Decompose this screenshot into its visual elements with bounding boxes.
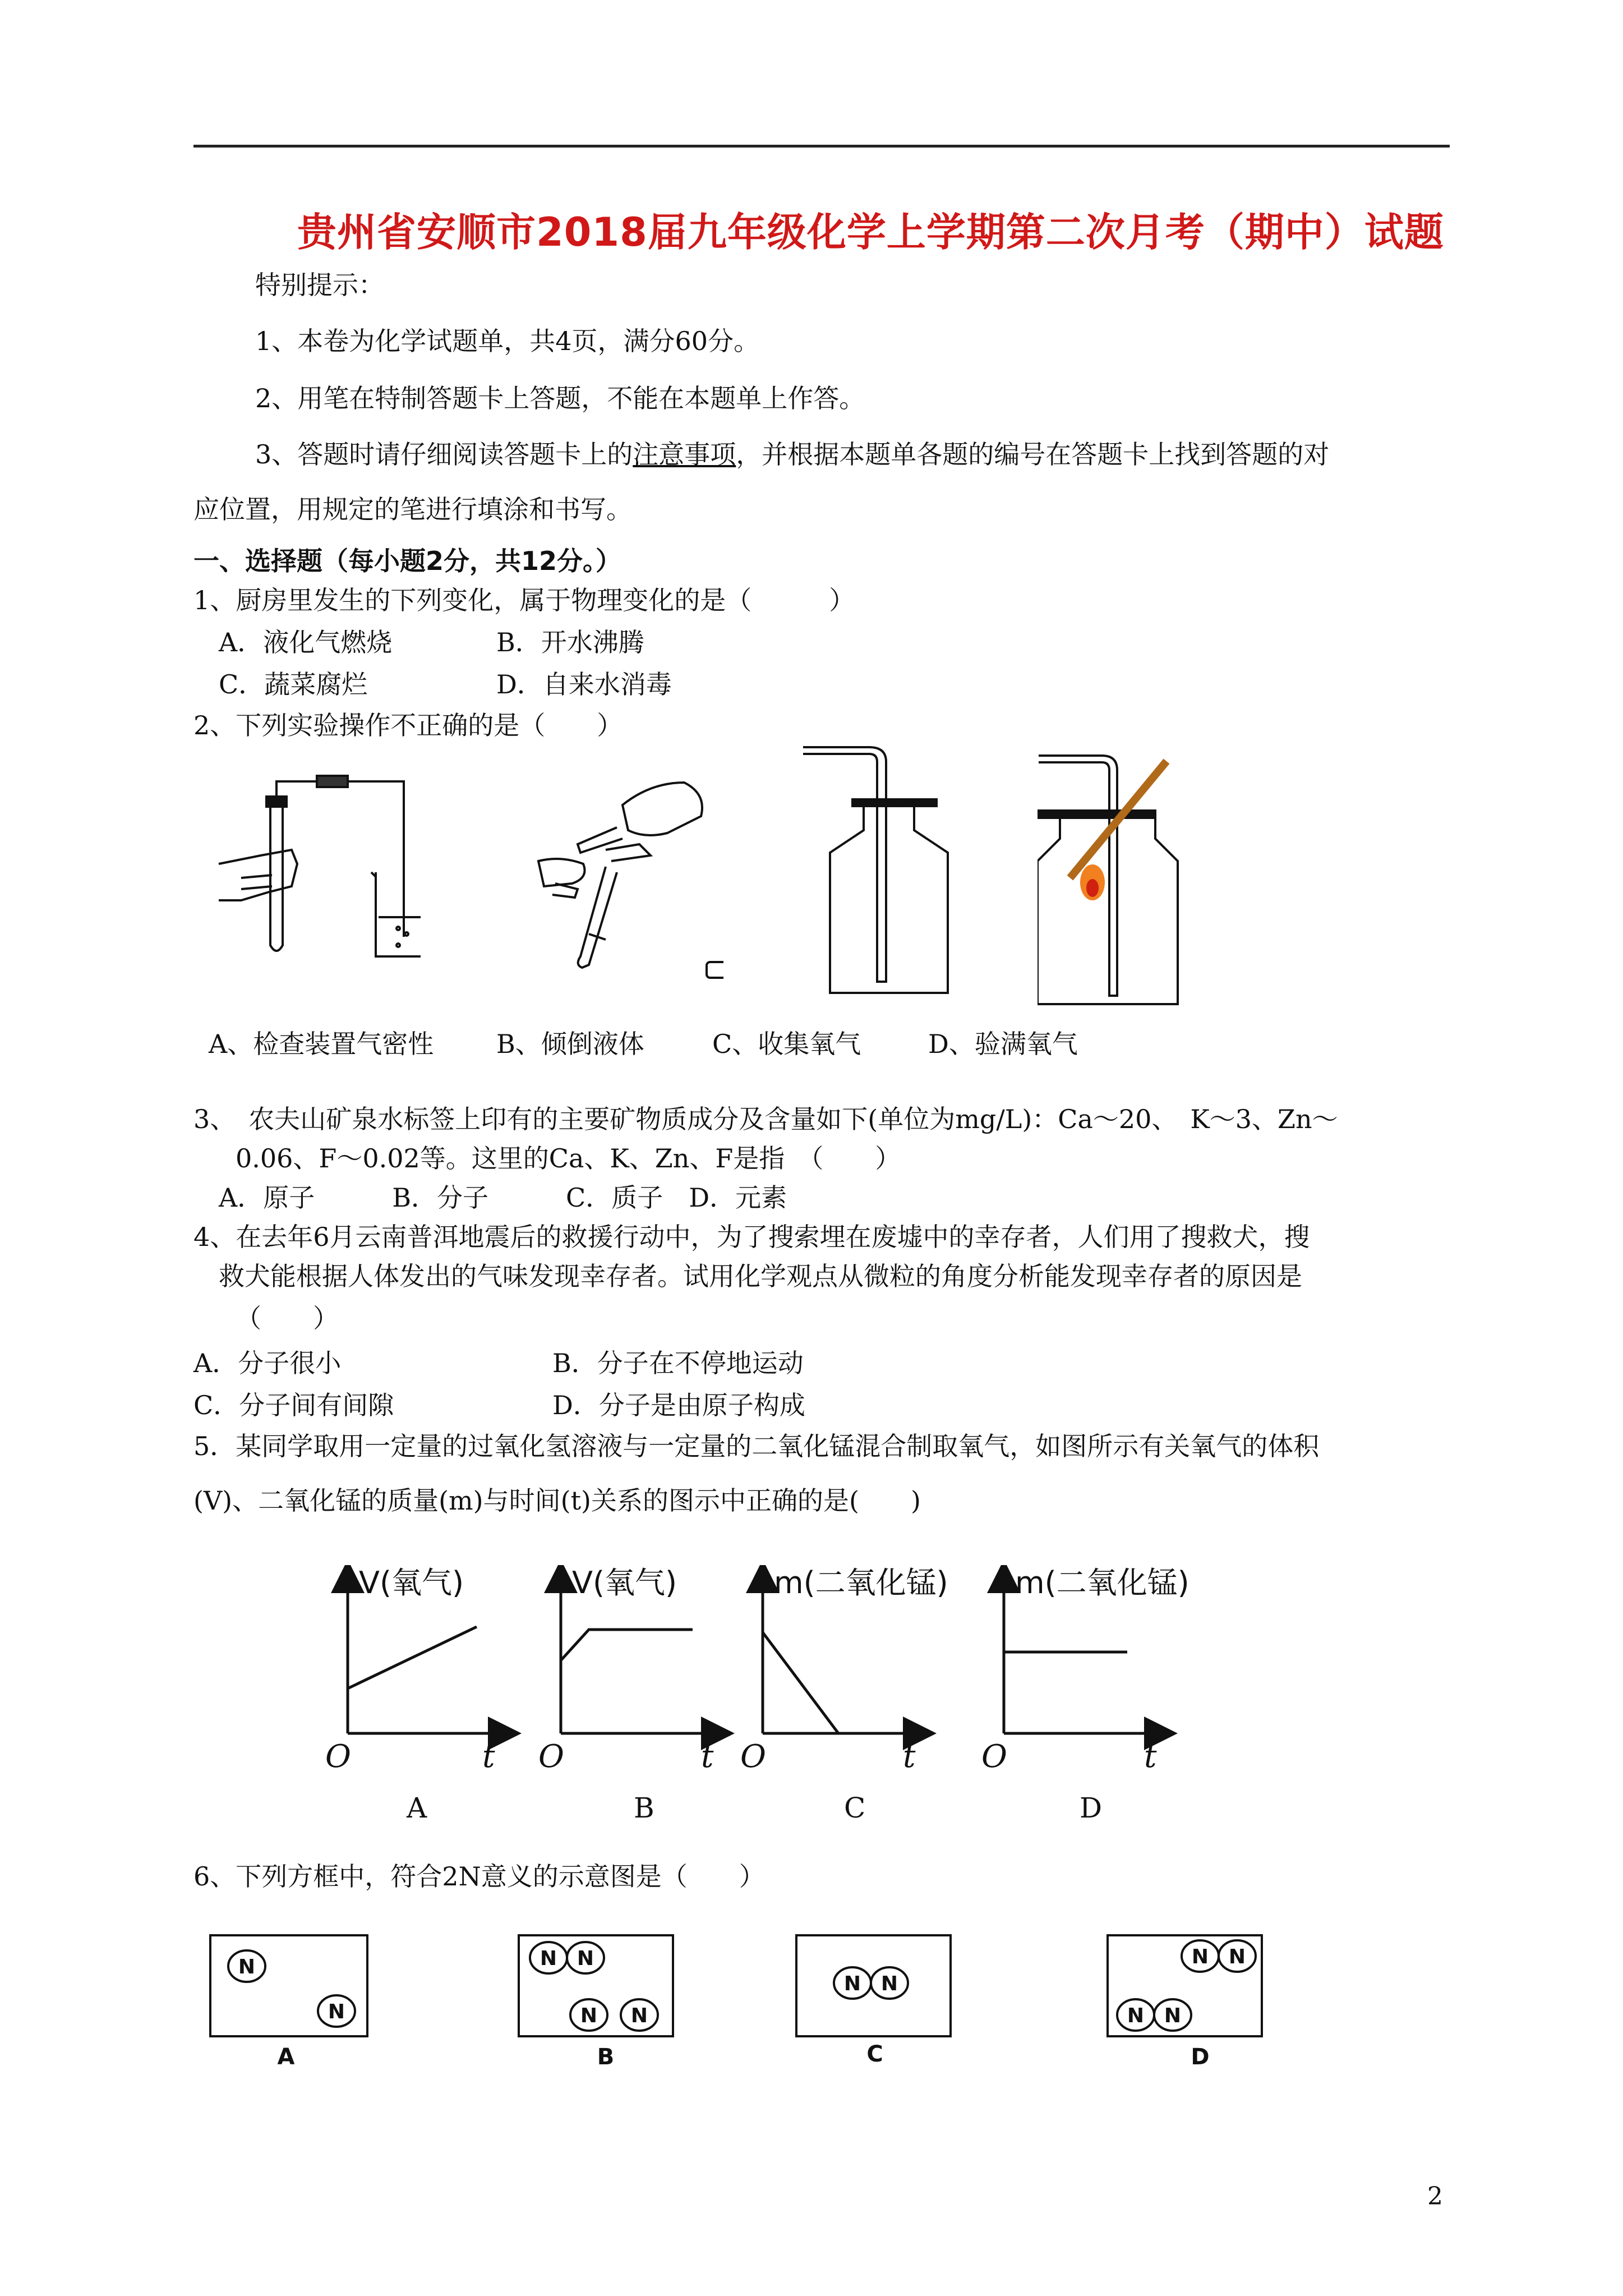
q2-figure-c	[802, 746, 970, 1010]
q2-figure-b	[522, 771, 723, 996]
graph-b-label: B	[634, 1792, 654, 1824]
graph-c-label: C	[844, 1792, 866, 1824]
q4-line3: （ ）	[236, 1303, 339, 1333]
q6-b-atom-1: N	[540, 1947, 557, 1970]
q6-b-atom-4: N	[630, 2004, 648, 2027]
graph-b-origin: O	[538, 1738, 564, 1775]
graph-b-ylabel: V(氧气)	[572, 1565, 677, 1600]
graph-c-origin: O	[740, 1738, 766, 1775]
graph-c-xlabel: t	[903, 1738, 916, 1775]
q6-label-c: C	[866, 2041, 883, 2067]
q6-d-atom-2: N	[1228, 1945, 1246, 1968]
graph-b-xlabel: t	[701, 1738, 714, 1775]
q6-c-atom-1: N	[843, 1972, 861, 1995]
q6-stem: 6、下列方框中，符合2N意义的示意图是（ ）	[193, 1861, 765, 1892]
graph-a-origin: O	[325, 1738, 351, 1775]
q1-option-c: C．蔬菜腐烂	[219, 669, 368, 700]
q1-option-a: A．液化气燃烧	[219, 627, 393, 657]
q5-graphs	[314, 1565, 1223, 1834]
graph-d-origin: O	[981, 1738, 1007, 1775]
note-3-underlined: 注意事项	[633, 439, 736, 470]
top-rule	[193, 145, 1450, 148]
q5-line2: (V)、二氧化锰的质量(m)与时间(t)关系的图示中正确的是( )	[193, 1485, 921, 1516]
q6-label-d: D	[1191, 2044, 1210, 2070]
q1-option-d: D．自来水消毒	[496, 669, 672, 700]
q2-caption-c: C、收集氧气	[712, 1029, 861, 1059]
q2-stem: 2、下列实验操作不正确的是（ ）	[193, 710, 623, 740]
note-3	[255, 438, 1329, 471]
q1-option-b: B．开水沸腾	[496, 627, 644, 657]
graph-d-xlabel: t	[1144, 1738, 1157, 1775]
q1-stem: 1、厨房里发生的下列变化，属于物理变化的是（ ）	[193, 585, 855, 615]
q6-b-atom-3: N	[580, 2004, 598, 2027]
q5-line1: 5．某同学取用一定量的过氧化氢溶液与一定量的二氧化锰混合制取氧气，如图所示有关氧气的体积	[193, 1431, 1320, 1461]
q6-c-atom-2: N	[880, 1972, 898, 1995]
graph-a-ylabel: V(氧气)	[359, 1565, 464, 1600]
q6-b-atom-2: N	[577, 1947, 594, 1970]
note-3-line2: 应位置，用规定的笔进行填涂和书写。	[193, 494, 632, 524]
q6-label-a: A	[277, 2044, 295, 2070]
q6-a-atom-1: N	[238, 1955, 256, 1978]
notes-heading: 特别提示：	[255, 270, 384, 300]
graph-a-xlabel: t	[482, 1738, 495, 1775]
q2-caption-b: B、倾倒液体	[496, 1029, 644, 1059]
q6-box-c	[796, 1935, 951, 2036]
note-2: 2、用笔在特制答题卡上答题，不能在本题单上作答。	[255, 383, 865, 413]
q4-option-c: C．分子间有间隙	[193, 1390, 394, 1420]
q6-a-atom-2: N	[328, 2000, 345, 2023]
page-number: 2	[1427, 2182, 1443, 2211]
graph-d-ylabel: m(二氧化锰)	[1015, 1565, 1189, 1600]
q3-line1: 3、 农夫山矿泉水标签上印有的主要矿物质成分及含量如下(单位为mg/L)：Ca～20、 K～3、Zn～	[193, 1104, 1338, 1134]
q4-line1: 4、在去年6月云南普洱地震后的救援行动中，为了搜索埋在废墟中的幸存者，人们用了搜救犬，搜	[193, 1222, 1310, 1252]
q2-figure-d	[1038, 754, 1217, 1018]
q6-label-b: B	[597, 2044, 615, 2070]
note-3-text-b: ，并根据本题单各题的编号在答题卡上找到答题的对	[736, 439, 1330, 470]
section-heading: 一、选择题（每小题2分，共12分。）	[193, 546, 622, 576]
q2-caption-a: A、检查装置气密性	[209, 1029, 434, 1059]
q3-line2: 0.06、F～0.02等。这里的Ca、K、Zn、F是指 （ ）	[236, 1143, 901, 1174]
q2-figure-a	[208, 766, 421, 973]
graph-a-line	[348, 1627, 477, 1688]
graph-d-label: D	[1080, 1792, 1103, 1824]
q6-d-atom-1: N	[1191, 1945, 1209, 1968]
q6-d-atom-3: N	[1127, 2004, 1145, 2027]
q4-option-a: A．分子很小	[193, 1348, 342, 1378]
q3-options: A．原子 B．分子 C．质子 D．元素	[219, 1182, 787, 1213]
page-title: 贵州省安顺市2018届九年级化学上学期第二次月考（期中）试题	[297, 209, 1444, 255]
graph-a-label: A	[407, 1792, 427, 1824]
graph-c-line	[763, 1632, 838, 1733]
q2-caption-d: D、验满氧气	[928, 1029, 1078, 1059]
q6-d-atom-4: N	[1164, 2004, 1182, 2027]
graph-c-ylabel: m(二氧化锰)	[774, 1565, 948, 1600]
q4-option-d: D．分子是由原子构成	[552, 1390, 805, 1420]
q4-option-b: B．分子在不停地运动	[552, 1348, 804, 1378]
graph-b-line	[561, 1630, 693, 1660]
note-1: 1、本卷为化学试题单，共4页，满分60分。	[255, 326, 760, 356]
note-3-text-a: 3、答题时请仔细阅读答题卡上的	[255, 439, 633, 470]
q6-boxes	[202, 1924, 1267, 2070]
q4-line2: 救犬能根据人体发出的气味发现幸存者。试用化学观点从微粒的角度分析能发现幸存者的原因是	[219, 1261, 1302, 1291]
